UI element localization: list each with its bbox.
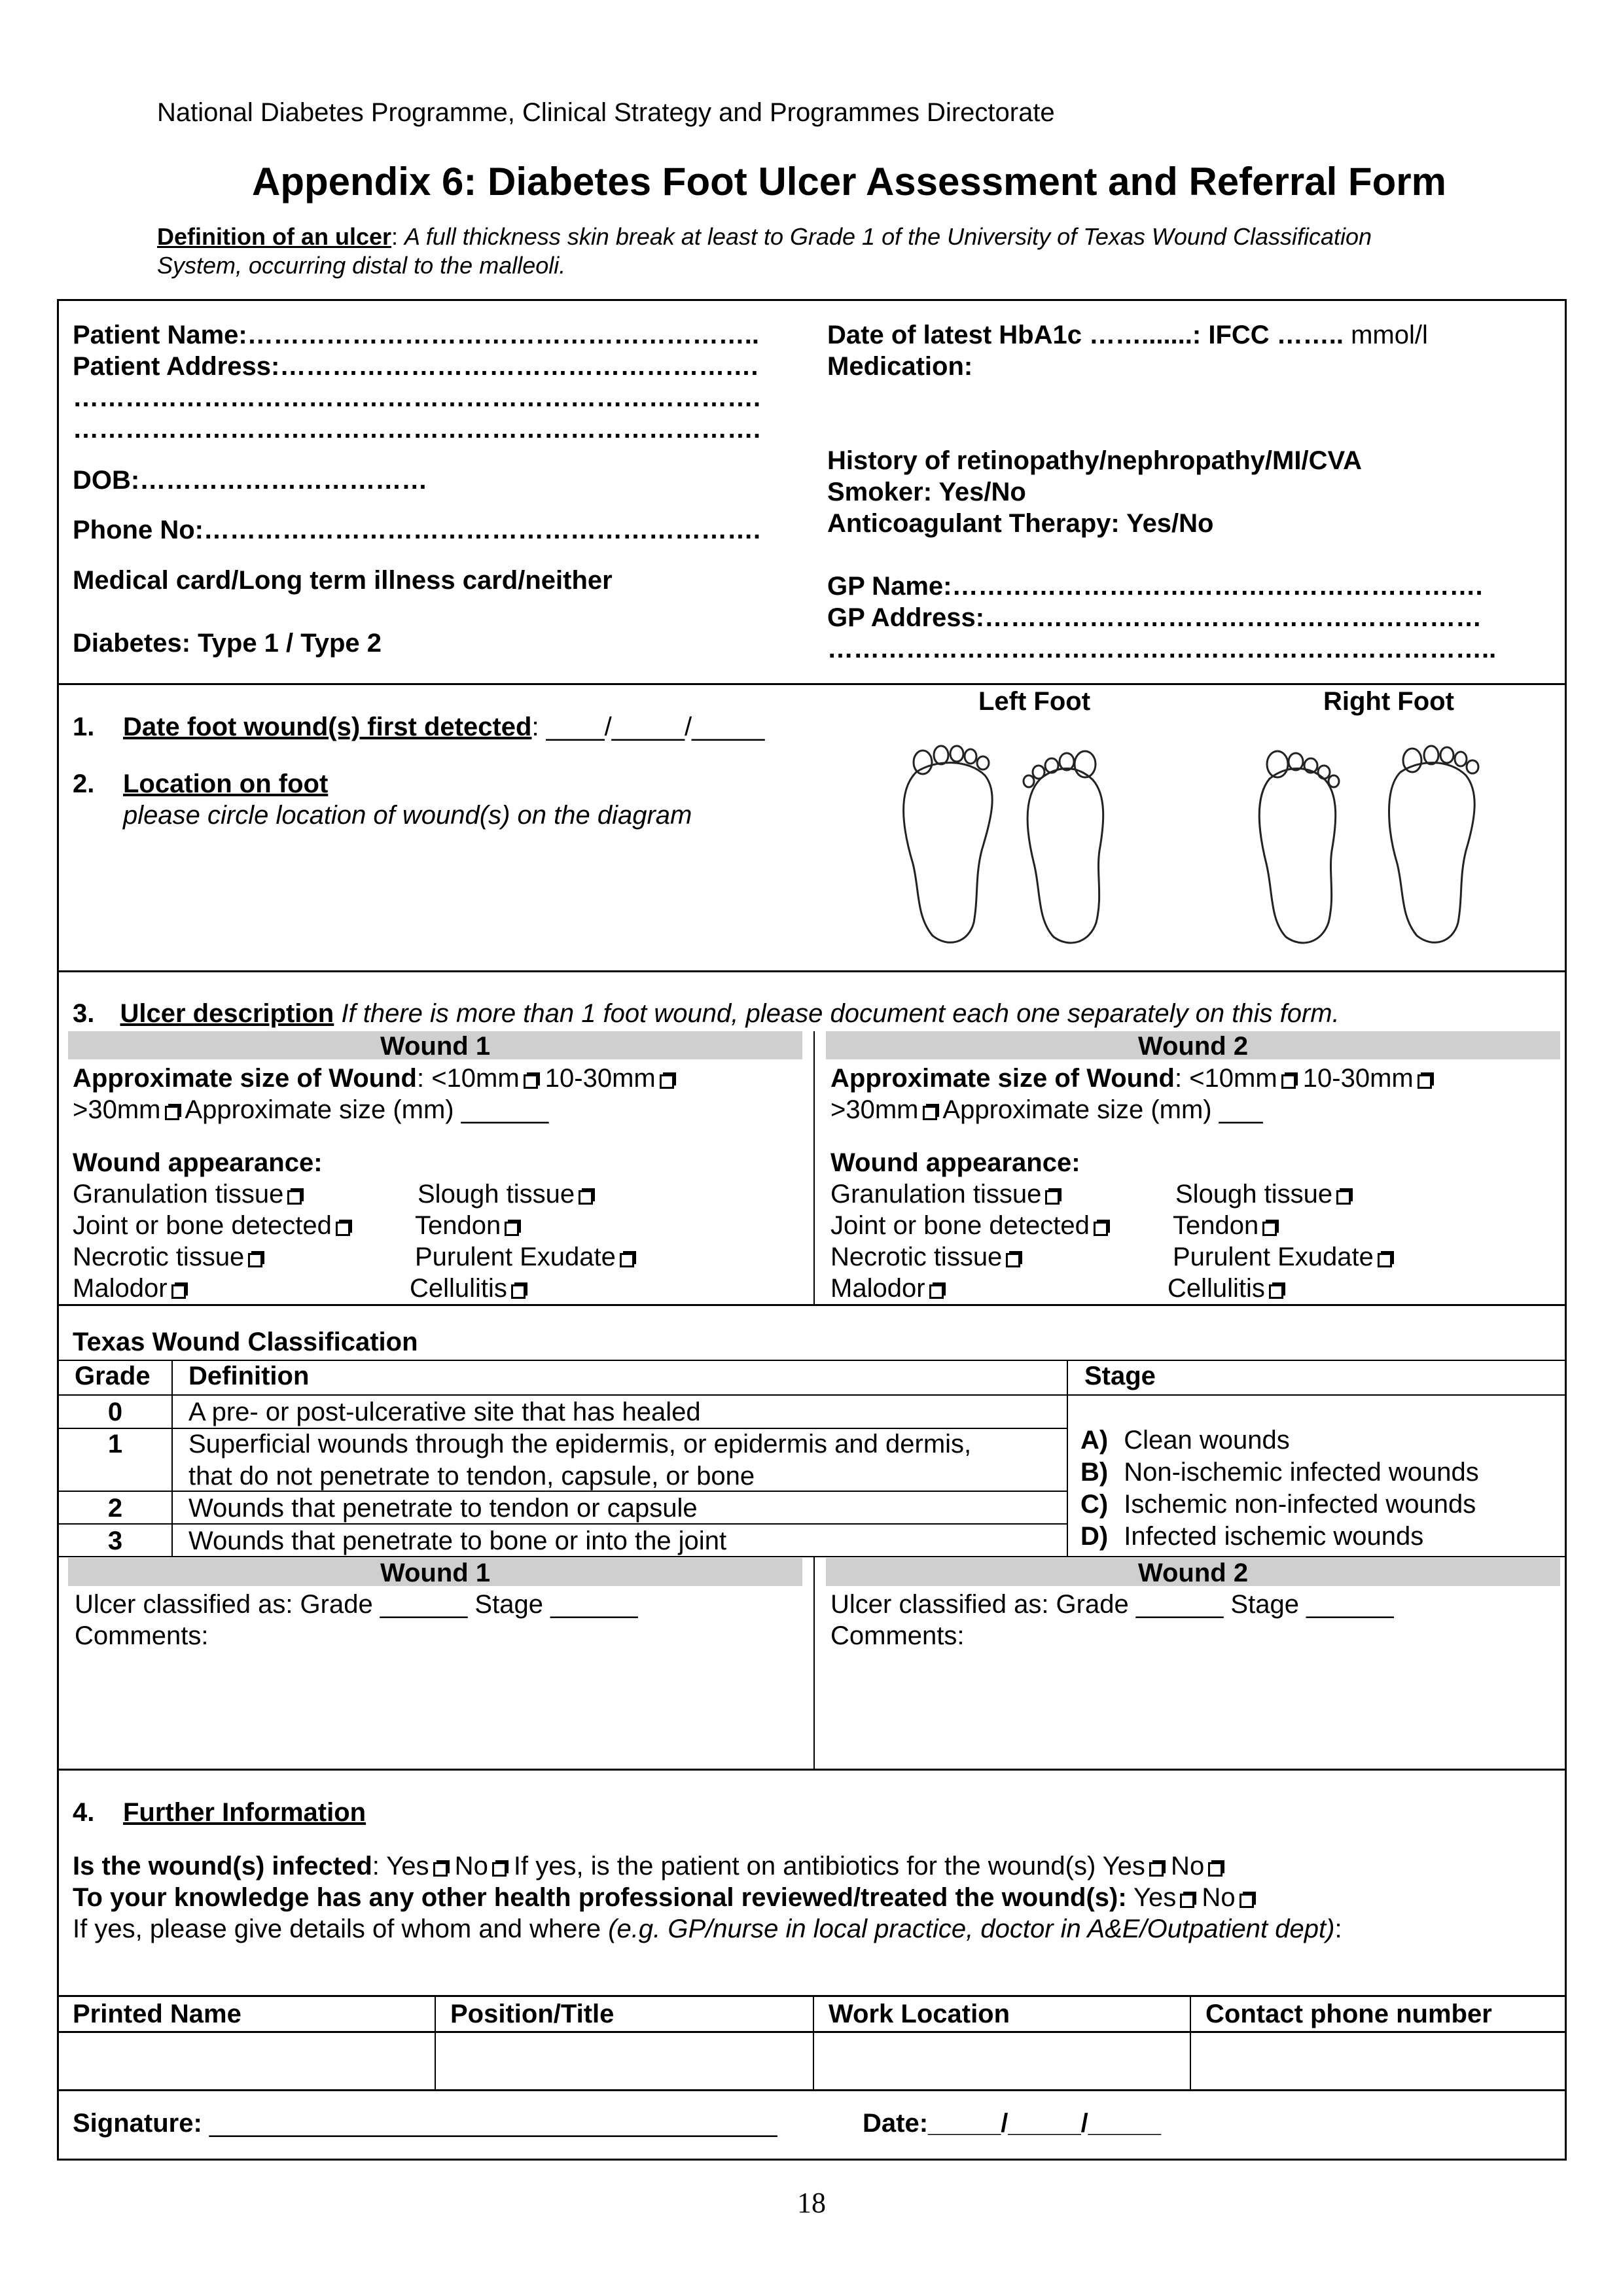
left-foot-sole-icon[interactable] xyxy=(904,746,993,942)
stage-letter: B) xyxy=(1080,1458,1109,1487)
wound-2-size-label: Approximate size of Wound xyxy=(830,1064,1175,1093)
divider-location xyxy=(57,970,1567,972)
right-foot-sole-icon[interactable] xyxy=(1389,746,1479,942)
gp-name-field[interactable]: GP Name:……………………………………………………. xyxy=(827,572,1483,601)
gp-address-line2[interactable]: ………………………………………………………………….. xyxy=(827,635,1497,663)
wound-1-size-10-30: 10-30mm xyxy=(537,1064,656,1093)
infected-yes-checkbox[interactable] xyxy=(433,1862,448,1877)
texas-grade-divider xyxy=(171,1360,173,1556)
checkbox[interactable] xyxy=(620,1253,634,1267)
wound-1-comments[interactable]: Comments: xyxy=(75,1621,209,1650)
divider-info xyxy=(57,1995,1567,1997)
class-wound-1-title: Wound 1 xyxy=(380,1559,491,1587)
wound-2-size-gt30-row[interactable] xyxy=(830,1097,1262,1123)
checkbox[interactable] xyxy=(1094,1222,1108,1236)
wound-1-size-gt30-row[interactable] xyxy=(73,1097,548,1123)
stage-letter: D) xyxy=(1080,1522,1109,1551)
slough-label: Slough tissue xyxy=(418,1180,575,1209)
antibiotics-no-checkbox[interactable] xyxy=(1208,1862,1222,1877)
details-prompt[interactable] xyxy=(73,1916,1342,1942)
necrotic-label: Necrotic tissue xyxy=(830,1243,1003,1271)
definition-label: Definition of an ulcer xyxy=(157,223,392,250)
card-type-field[interactable]: Medical card/Long term illness card/neither xyxy=(73,566,613,595)
hba1c-label: Date of latest HbA1c …….......: IFCC …….. xyxy=(827,321,1344,349)
history-field[interactable]: History of retinopathy/nephropathy/MI/CVA xyxy=(827,446,1363,475)
stage-letter: A) xyxy=(1080,1426,1109,1455)
wound-2-cellulitis[interactable] xyxy=(1168,1275,1283,1301)
definition-text: A full thickness skin break at least to Grade 1 of the University of Texas Wound Classification xyxy=(404,223,1372,250)
checkbox[interactable] xyxy=(1045,1190,1060,1205)
wound-1-size-label: Approximate size of Wound xyxy=(73,1064,417,1093)
location-instruction: please circle location of wound(s) on the diagram xyxy=(123,801,692,830)
reviewed-no: No xyxy=(1194,1883,1236,1912)
stage-text: Infected ischemic wounds xyxy=(1124,1522,1424,1551)
dob-field[interactable]: DOB:…………………………… xyxy=(73,466,428,495)
hba1c-unit: mmol/l xyxy=(1343,321,1428,349)
texas-row-line-2 xyxy=(57,1491,1067,1492)
infected-no-checkbox[interactable] xyxy=(492,1862,507,1877)
infected-label: Is the wound(s) infected xyxy=(73,1852,372,1881)
texas-grade-1: 1 xyxy=(107,1430,123,1458)
texas-col-definition: Definition xyxy=(188,1362,310,1390)
col-work-location: Work Location xyxy=(829,2000,1010,2028)
texas-def-1-cont: that do not penetrate to tendon, capsule, or bone xyxy=(188,1462,755,1491)
texas-grade-3: 3 xyxy=(107,1527,123,1555)
checkbox[interactable] xyxy=(1378,1253,1392,1267)
wound-1-purulent[interactable] xyxy=(415,1244,634,1270)
malodor-label: Malodor xyxy=(73,1274,168,1303)
wound-2-slough[interactable] xyxy=(1175,1181,1351,1207)
classification-divider xyxy=(813,1556,815,1769)
antibiotics-yes-checkbox[interactable] xyxy=(1149,1862,1164,1877)
texas-title: Texas Wound Classification xyxy=(73,1328,418,1356)
ulcer-definition xyxy=(157,225,1372,249)
wound-1-appearance-label: Wound appearance: xyxy=(73,1148,323,1177)
left-foot-label: Left Foot xyxy=(978,687,1091,716)
phone-field[interactable]: Phone No:………………………………………………………. xyxy=(73,516,761,544)
left-foot-top-icon[interactable] xyxy=(1024,751,1103,943)
reviewed-question[interactable] xyxy=(73,1884,1254,1911)
texas-header-bottom xyxy=(57,1394,1567,1396)
checkbox[interactable] xyxy=(1262,1222,1277,1236)
right-foot-label: Right Foot xyxy=(1323,687,1454,716)
section-3-num: 3. xyxy=(73,999,95,1028)
cellulitis-label: Cellulitis xyxy=(1168,1274,1265,1303)
col-contact-phone: Contact phone number xyxy=(1205,2000,1492,2028)
page-number: 18 xyxy=(797,2187,826,2219)
details-colon: : xyxy=(1334,1915,1342,1943)
definition-text-2: System, occurring distal to the malleoli. xyxy=(157,252,566,279)
checkbox[interactable] xyxy=(929,1284,944,1299)
stage-d xyxy=(1080,1523,1423,1549)
texas-header-top xyxy=(57,1360,1567,1361)
wound-2-purulent[interactable] xyxy=(1173,1244,1392,1270)
class-wound-2-title: Wound 2 xyxy=(1137,1559,1249,1587)
stage-letter: C) xyxy=(1080,1490,1109,1519)
necrotic-label: Necrotic tissue xyxy=(73,1243,245,1271)
location-label: Location on foot xyxy=(123,769,329,798)
checkbox[interactable] xyxy=(248,1253,262,1267)
wound-1-size-lt10: : <10mm xyxy=(416,1064,520,1093)
reviewed-label: To your knowledge has any other health professional reviewed/treated the wound(s): xyxy=(73,1883,1127,1912)
gp-address-field[interactable]: GP Address:………………………………………………… xyxy=(827,603,1482,632)
wound-1-malodor[interactable] xyxy=(73,1275,186,1301)
definition-colon: : xyxy=(391,223,399,250)
wound-1-size-gt30: >30mm xyxy=(73,1095,161,1124)
page-title: Appendix 6: Diabetes Foot Ulcer Assessment and Referral Form xyxy=(252,160,1446,203)
tendon-label: Tendon xyxy=(415,1211,501,1240)
checkbox[interactable] xyxy=(1336,1190,1351,1205)
checkbox[interactable] xyxy=(1006,1253,1020,1267)
reviewed-no-checkbox[interactable] xyxy=(1240,1894,1254,1908)
wound-2-size-lt10-checkbox[interactable] xyxy=(1281,1074,1296,1089)
wound-2-size-10-30: 10-30mm xyxy=(1295,1064,1414,1093)
wound-1-title: Wound 1 xyxy=(380,1032,491,1061)
wound-1-necrotic[interactable] xyxy=(73,1244,262,1270)
medication-field[interactable]: Medication: xyxy=(827,352,973,381)
checkbox[interactable] xyxy=(579,1190,593,1205)
section-1-num: 1. xyxy=(73,713,95,741)
running-head: National Diabetes Programme, Clinical Strategy and Programmes Directorate xyxy=(157,98,1055,127)
wound-2-granulation[interactable] xyxy=(830,1181,1060,1207)
details-label: If yes, please give details of whom and where xyxy=(73,1915,609,1943)
infected-no: No xyxy=(447,1852,488,1881)
signature-field[interactable] xyxy=(73,2110,777,2136)
wound-1-size-options[interactable] xyxy=(73,1065,674,1091)
wound-2-size-gt30: >30mm xyxy=(830,1095,919,1124)
stage-text: Ischemic non-infected wounds xyxy=(1124,1490,1476,1519)
patient-address-line2[interactable]: ……………………………………………………………………. xyxy=(73,383,761,412)
checkbox[interactable] xyxy=(505,1222,519,1236)
date-detected-field[interactable] xyxy=(123,714,764,740)
wound-2-appearance-label: Wound appearance: xyxy=(830,1148,1080,1177)
wound-2-size-gt30-checkbox[interactable] xyxy=(923,1106,937,1120)
reviewed-yes: Yes xyxy=(1126,1883,1177,1912)
wound-1-size-gt30-checkbox[interactable] xyxy=(165,1106,179,1120)
granulation-label: Granulation tissue xyxy=(73,1180,284,1209)
wound-1-tendon[interactable] xyxy=(415,1212,519,1239)
work-location-input[interactable] xyxy=(814,2033,1190,2089)
stage-text: Non-ischemic infected wounds xyxy=(1124,1458,1479,1487)
stage-a xyxy=(1080,1427,1290,1453)
printed-name-input[interactable] xyxy=(59,2033,435,2089)
antibiotics-yes: If yes, is the patient on antibiotics for the wound(s) Yes xyxy=(506,1852,1145,1881)
wound-2-malodor[interactable] xyxy=(830,1275,944,1301)
anticoagulant-field[interactable]: Anticoagulant Therapy: Yes/No xyxy=(827,509,1214,538)
texas-col-stage: Stage xyxy=(1084,1362,1156,1390)
wound-2-size-options[interactable] xyxy=(830,1065,1432,1091)
patient-name-field[interactable]: Patient Name:………………………………………………….. xyxy=(73,321,759,349)
checkbox[interactable] xyxy=(336,1222,350,1236)
signature-date-field[interactable]: Date:_____/_____/_____ xyxy=(863,2109,1161,2138)
stage-c xyxy=(1080,1491,1476,1517)
hba1c-field[interactable] xyxy=(827,322,1428,348)
wound-1-slough[interactable] xyxy=(418,1181,593,1207)
joint-bone-label: Joint or bone detected xyxy=(73,1211,332,1240)
section-4-num: 4. xyxy=(73,1798,95,1827)
date-detected-label: Date foot wound(s) first detected xyxy=(123,713,532,741)
ulcer-description-label: Ulcer description xyxy=(120,999,334,1028)
patient-address-line3[interactable]: ……………………………………………………………………. xyxy=(73,415,761,444)
divider-details xyxy=(57,683,1567,685)
texas-grade-0: 0 xyxy=(107,1398,123,1426)
wound-1-grade-stage[interactable]: Ulcer classified as: Grade ______ Stage ______ xyxy=(75,1590,638,1619)
foot-diagram[interactable] xyxy=(877,733,1544,955)
infected-question[interactable] xyxy=(73,1853,1222,1879)
wound-2-approx-size: Approximate size (mm) ___ xyxy=(936,1095,1263,1124)
divider-wound-desc xyxy=(57,1304,1567,1306)
cellulitis-label: Cellulitis xyxy=(410,1274,507,1303)
texas-grade-2: 2 xyxy=(107,1494,123,1523)
joint-bone-label: Joint or bone detected xyxy=(830,1211,1090,1240)
further-info-label: Further Information xyxy=(123,1798,366,1827)
right-foot-top-icon[interactable] xyxy=(1259,751,1339,943)
wound-2-joint-bone[interactable] xyxy=(830,1212,1108,1239)
checkbox[interactable] xyxy=(1269,1284,1283,1299)
wound-1-size-lt10-checkbox[interactable] xyxy=(524,1074,538,1089)
contact-phone-input[interactable] xyxy=(1191,2033,1565,2089)
antibiotics-no: No xyxy=(1163,1852,1205,1881)
texas-row-line-1 xyxy=(57,1428,1067,1429)
wound-2-size-lt10: : <10mm xyxy=(1174,1064,1277,1093)
date-detected-blank: : ____/_____/_____ xyxy=(531,713,765,741)
checkbox[interactable] xyxy=(171,1284,186,1299)
infected-yes: : Yes xyxy=(372,1852,429,1881)
tendon-label: Tendon xyxy=(1173,1211,1259,1240)
purulent-label: Purulent Exudate xyxy=(415,1243,616,1271)
checkbox[interactable] xyxy=(511,1284,526,1299)
wound-2-necrotic[interactable] xyxy=(830,1244,1020,1270)
wound-2-tendon[interactable] xyxy=(1173,1212,1277,1239)
texas-def-3: Wounds that penetrate to bone or into the joint xyxy=(188,1527,727,1555)
ulcer-description-heading xyxy=(73,1000,1340,1027)
texas-row-line-3 xyxy=(57,1523,1067,1525)
position-title-input[interactable] xyxy=(436,2033,813,2089)
wound-1-granulation[interactable] xyxy=(73,1181,302,1207)
wound-2-title: Wound 2 xyxy=(1137,1032,1249,1061)
reviewed-yes-checkbox[interactable] xyxy=(1180,1894,1194,1908)
patient-address-field[interactable]: Patient Address:………………………………………………. xyxy=(73,352,758,381)
wound-1-cellulitis[interactable] xyxy=(410,1275,526,1301)
wound-2-size-10-30-checkbox[interactable] xyxy=(1418,1074,1432,1089)
col-printed-name: Printed Name xyxy=(73,2000,241,2028)
wound-1-joint-bone[interactable] xyxy=(73,1212,350,1239)
purulent-label: Purulent Exudate xyxy=(1173,1243,1374,1271)
texas-table-bottom xyxy=(57,1556,1567,1557)
slough-label: Slough tissue xyxy=(1175,1180,1333,1209)
texas-def-2: Wounds that penetrate to tendon or capsule xyxy=(188,1494,698,1523)
wound-2-comments[interactable]: Comments: xyxy=(830,1621,965,1650)
texas-stage-divider xyxy=(1067,1360,1068,1556)
signature-label: Signature: xyxy=(73,2109,202,2138)
details-example: (e.g. GP/nurse in local practice, doctor in A&E/Outpatient dept) xyxy=(608,1915,1335,1943)
col-position-title: Position/Title xyxy=(450,2000,615,2028)
granulation-label: Granulation tissue xyxy=(830,1180,1042,1209)
stage-text: Clean wounds xyxy=(1124,1426,1290,1455)
texas-col-grade: Grade xyxy=(75,1362,151,1390)
wound-2-grade-stage[interactable]: Ulcer classified as: Grade ______ Stage ______ xyxy=(830,1590,1394,1619)
smoker-field[interactable]: Smoker: Yes/No xyxy=(827,478,1026,506)
divider-footer-body xyxy=(57,2089,1567,2091)
malodor-label: Malodor xyxy=(830,1274,925,1303)
checkbox[interactable] xyxy=(287,1190,302,1205)
wound-1-approx-size: Approximate size (mm) ______ xyxy=(179,1095,549,1124)
divider-classification xyxy=(57,1769,1567,1771)
section-2-num: 2. xyxy=(73,769,95,798)
stage-b xyxy=(1080,1459,1479,1485)
wound-1-size-10-30-checkbox[interactable] xyxy=(660,1074,674,1089)
signature-line: _______________________________________ xyxy=(209,2109,777,2138)
wound-desc-divider xyxy=(813,1031,815,1304)
texas-def-0: A pre- or post-ulcerative site that has healed xyxy=(188,1398,701,1426)
diabetes-type-field[interactable]: Diabetes: Type 1 / Type 2 xyxy=(73,629,382,658)
texas-def-1: Superficial wounds through the epidermis, or epidermis and dermis, xyxy=(188,1430,972,1458)
ulcer-description-note: If there is more than 1 foot wound, please document each one separately on this form. xyxy=(334,999,1340,1028)
